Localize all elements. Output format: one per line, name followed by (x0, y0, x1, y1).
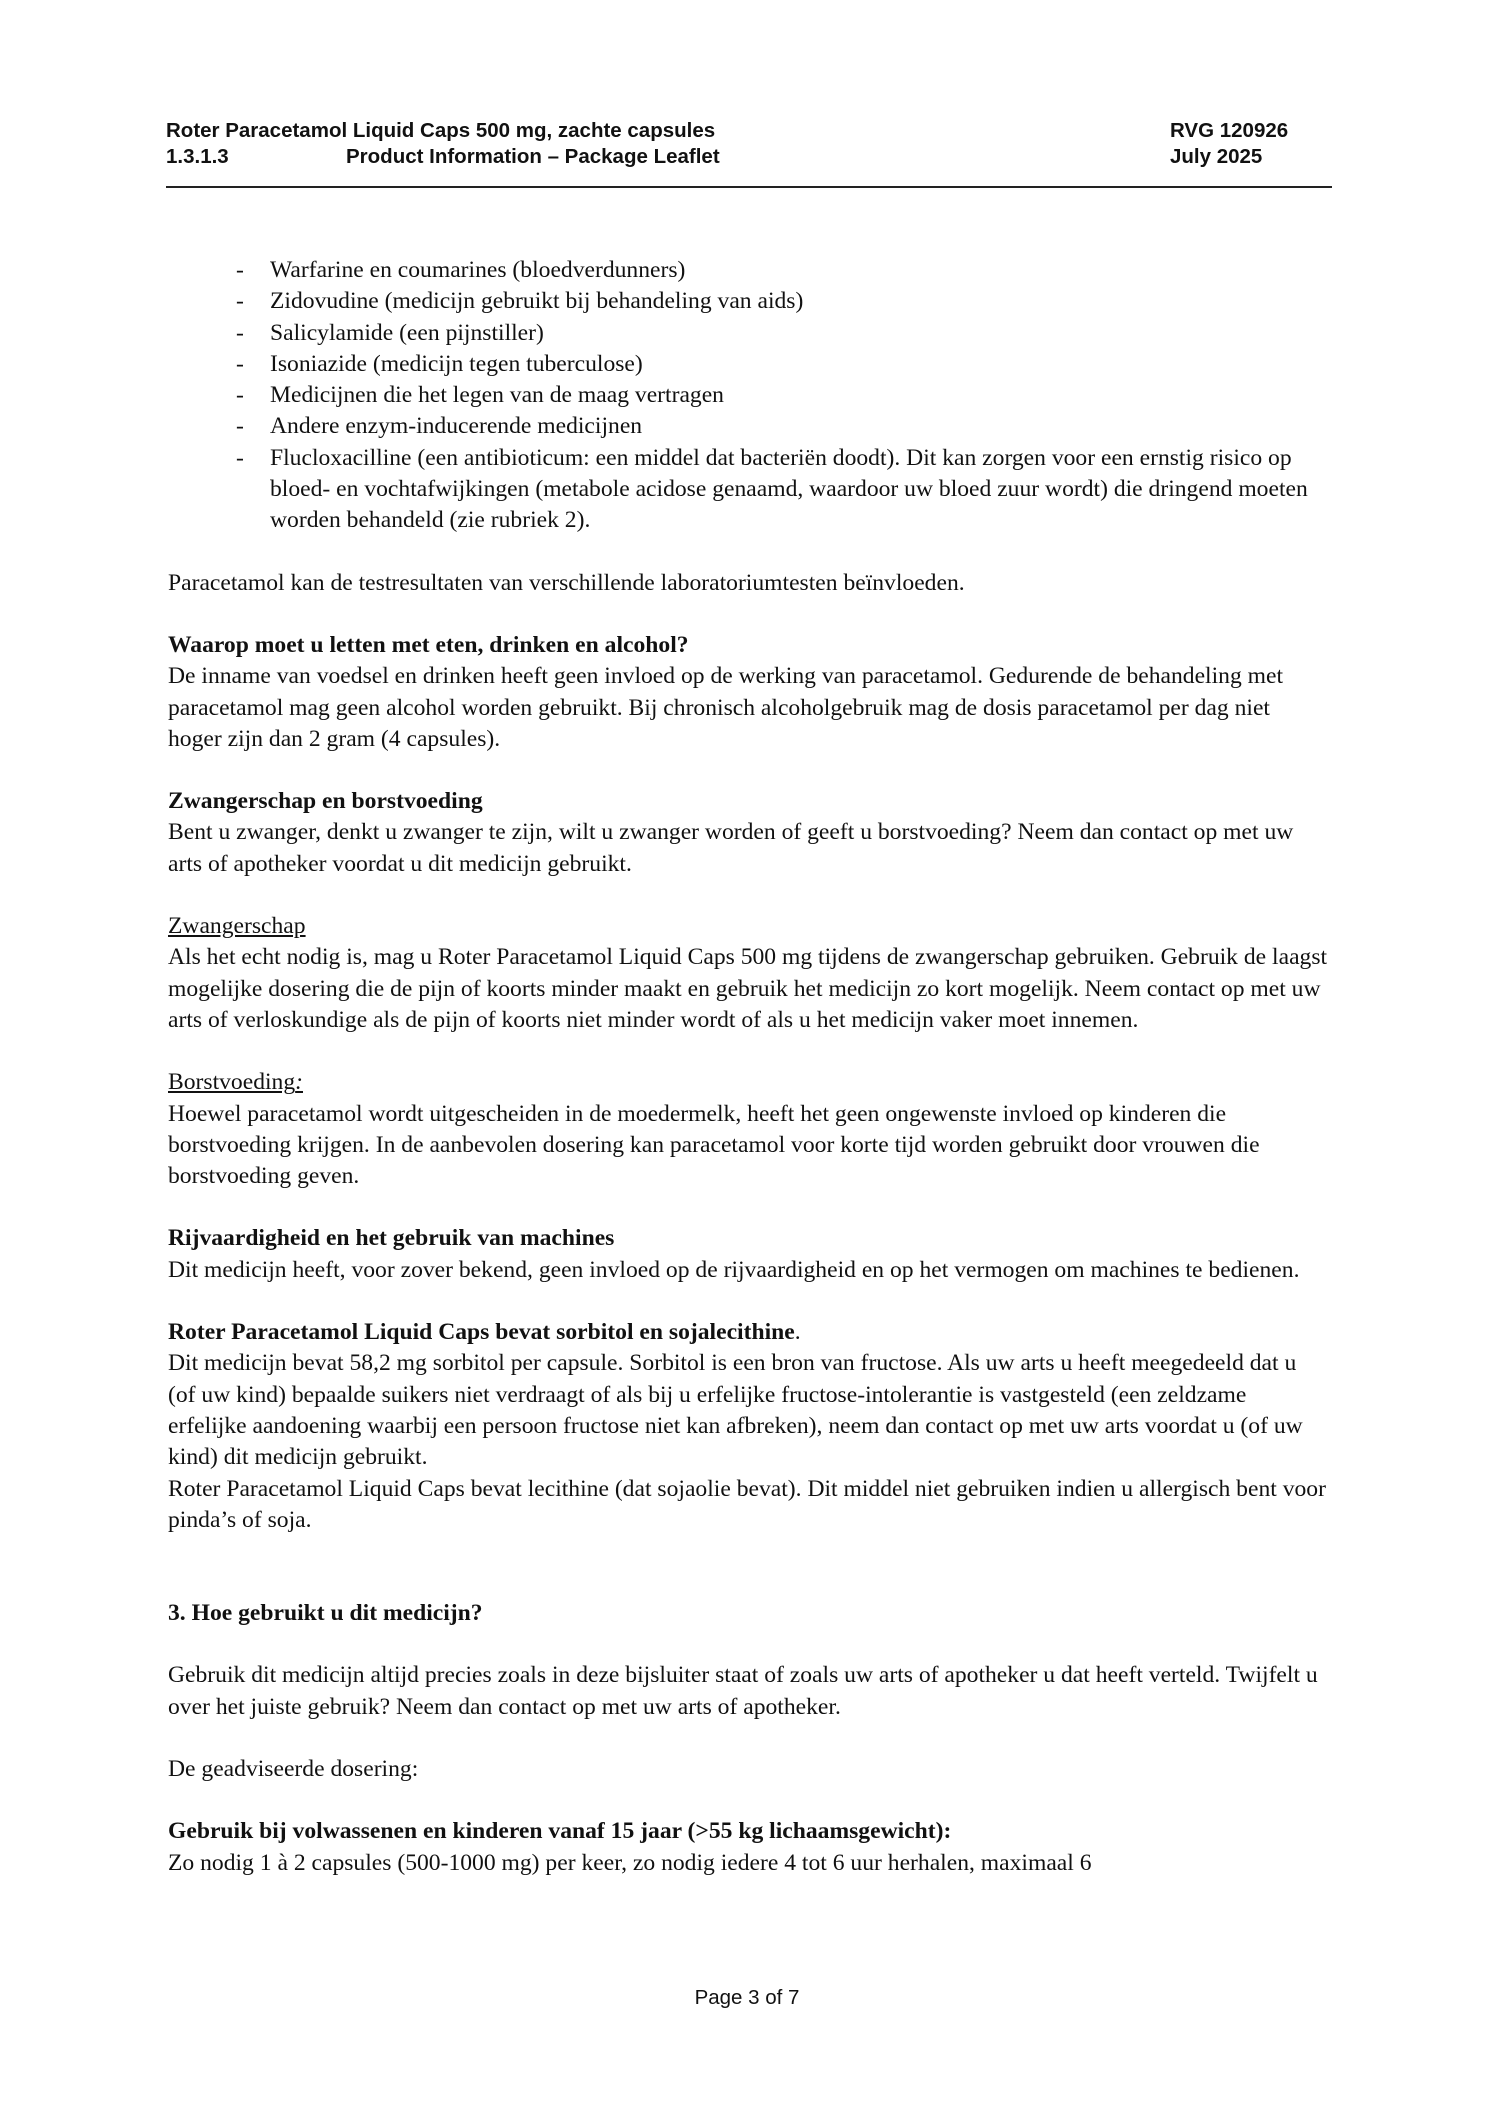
pregnancy-heading: Zwangerschap en borstvoeding (168, 788, 483, 815)
section3-intro: Gebruik dit medicijn altijd precies zoals in deze bijsluiter staat of zoals uw arts of apotheker u dat heeft verteld. Twijfelt u over het juiste gebruik? Neem dan contact op met uw arts of apotheker. (168, 1662, 1318, 1720)
lecithin-text: Roter Paracetamol Liquid Caps bevat lecithine (dat sojaolie bevat). Dit middel niet gebruiken indien u allergisch bent voor pinda’s of soja. (168, 1475, 1326, 1533)
list-item-text: Salicylamide (een pijnstiller) (270, 319, 544, 346)
list-item-text: Isoniazide (medicijn tegen tuberculose) (270, 350, 643, 377)
pregnancy-subheading: Zwangerschap (168, 913, 306, 940)
pregnancy-intro: Bent u zwanger, denkt u zwanger te zijn, wilt u zwanger worden of geeft u borstvoeding? Neem dan contact op met uw arts of apotheker voordat u dit medicijn gebruikt. (168, 819, 1294, 877)
driving-text: Dit medicijn heeft, voor zover bekend, geen invloed op de rijvaardigheid en op het vermogen om machines te bedienen. (168, 1256, 1300, 1283)
sorbitol-heading: Roter Paracetamol Liquid Caps bevat sorbitol en sojalecithine (168, 1319, 795, 1346)
list-dash: - (236, 444, 244, 471)
sorbitol-text: Dit medicijn bevat 58,2 mg sorbitol per capsule. Sorbitol is een bron van fructose. Als uw arts u heeft meegedeeld dat u (of uw kind) bepaalde suikers niet verdraagt of als bij u erfelijke fructose-intolerantie is vastgesteld (een zeldzame erfelijke aandoening waarbij een persoon fructose niet kan afbreken), neem dan contact op met uw arts voordat u (of uw kind) dit medicijn gebruikt. (168, 1350, 1303, 1471)
section-number: 1.3.1.3 (166, 145, 229, 168)
list-dash: - (236, 350, 244, 377)
list-item-text: Zidovudine (medicijn gebruikt bij behandeling van aids) (270, 288, 804, 315)
list-dash: - (236, 319, 244, 346)
list-item (168, 380, 1328, 411)
list-item (168, 443, 1328, 537)
list-item-text: Warfarine en coumarines (bloedverdunners) (270, 257, 686, 283)
page-header (166, 118, 1326, 170)
list-item (168, 411, 1328, 442)
adult-dosing-text: Zo nodig 1 à 2 capsules (500-1000 mg) per keer, zo nodig iedere 4 tot 6 uur herhalen, maximaal 6 (168, 1849, 1092, 1876)
list-item (168, 255, 1328, 286)
sorbitol-heading-period: . (794, 1319, 801, 1346)
list-item-text: Medicijnen die het legen van de maag vertragen (270, 382, 724, 409)
section-title: Product Information – Package Leaflet (346, 145, 720, 168)
breastfeeding-subheading: Borstvoeding (168, 1069, 296, 1096)
breastfeeding-text: Hoewel paracetamol wordt uitgescheiden in de moedermelk, heeft het geen ongewenste invloed op kinderen die borstvoeding krijgen. In de aanbevolen dosering kan paracetamol voor korte tijd worden gebruikt door vrouwen die borstvoeding geven. (168, 1100, 1260, 1190)
list-dash: - (236, 382, 244, 409)
list-dash: - (236, 413, 244, 440)
adult-dosing-heading: Gebruik bij volwassenen en kinderen vanaf 15 jaar (>55 kg lichaamsgewicht): (168, 1818, 952, 1845)
section3-heading: 3. Hoe gebruikt u dit medicijn? (168, 1600, 483, 1627)
list-item-text: Flucloxacilline (een antibioticum: een middel dat bacteriën doodt). Dit kan zorgen voor een ernstig risico op bloed- en vochtafwijkingen (metabole acidose genaamd, waardoor uw bloed zuur wordt) die dringend moeten worden behandeld (zie rubriek 2). (270, 444, 1308, 534)
list-dash: - (236, 257, 244, 283)
lab-tests-text: Paracetamol kan de testresultaten van verschillende laboratoriumtesten beïnvloeden. (168, 569, 965, 596)
page-number: Page 3 of 7 (694, 1986, 800, 2009)
document-date: July 2025 (1170, 145, 1263, 168)
list-dash: - (236, 288, 244, 315)
driving-heading: Rijvaardigheid en het gebruik van machines (168, 1225, 615, 1252)
document-body (168, 255, 1328, 1879)
product-title: Roter Paracetamol Liquid Caps 500 mg, zachte capsules (166, 119, 716, 142)
breastfeeding-colon: : (295, 1069, 303, 1096)
sorbitol-heading-line (168, 1317, 1328, 1348)
list-item (168, 349, 1328, 380)
rvg-number: RVG 120926 (1170, 119, 1289, 142)
list-item (168, 318, 1328, 349)
food-text: De inname van voedsel en drinken heeft geen invloed op de werking van paracetamol. Gedurende de behandeling met paracetamol mag geen alcohol worden gebruikt. Bij chronisch alcoholgebruik mag de dosis paracetamol per dag niet hoger zijn dan 2 gram (4 capsules). (168, 663, 1284, 752)
list-item (168, 286, 1328, 317)
breastfeeding-subheading-line (168, 1067, 1328, 1098)
pregnancy-text: Als het echt nodig is, mag u Roter Paracetamol Liquid Caps 500 mg tijdens de zwangerschap gebruiken. Gebruik de laagst mogelijke dosering die de pijn of koorts minder maakt en gebruik het medicijn zo kort mogelijk. Neem contact op met uw arts of verloskundige als de pijn of koorts niet minder wordt of als u het medicijn vaker moet innemen. (168, 944, 1328, 1033)
dosing-label: De geadviseerde dosering: (168, 1755, 419, 1782)
list-item-text: Andere enzym-inducerende medicijnen (270, 413, 643, 440)
food-heading: Waarop moet u letten met eten, drinken en alcohol? (168, 631, 689, 658)
header-divider (166, 186, 1332, 188)
interaction-list (168, 255, 1328, 537)
